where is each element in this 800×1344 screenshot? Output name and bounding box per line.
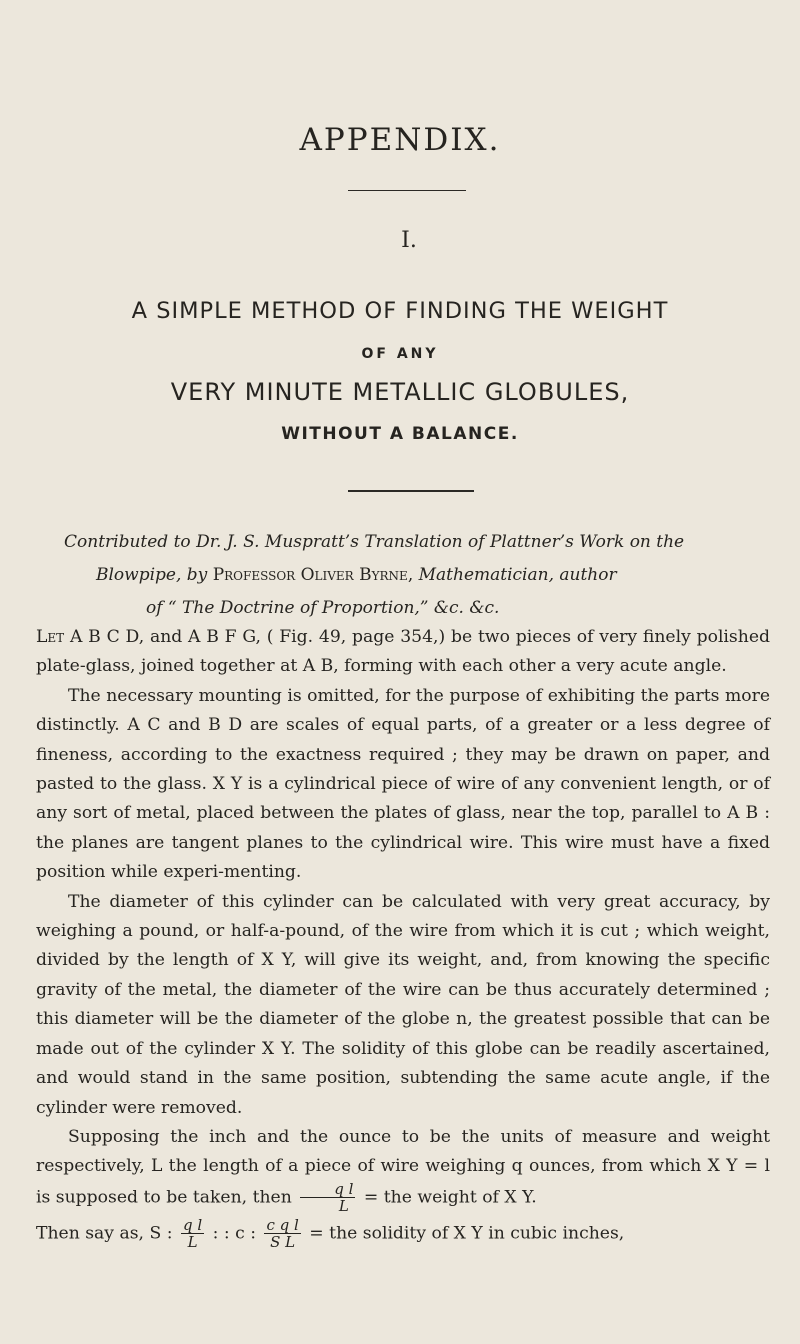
fraction-denominator: S L [270,1232,296,1251]
paragraph-3: The diameter of this cylinder can be calculated with very great accuracy, by weighing a pound, or half-a-pound, of the wire from which it is cut ; which weight, divided by the length of X Y, will give its weight, and, from knowing the specific gravity of the metal, the diameter of the wire can be thus accurately determined ; this diameter will be the diameter of the globe n, the greatest possible that can be made out of the cylinder X Y. The solidity of this globe can be readily ascertained, and would stand in the same position, subtending the same acute angle, if the cylinder were removed. [36,891,770,1118]
contribution-line-3: of “ The Doctrine of Proportion,” &c. &c. [146,598,500,618]
body-text [36,623,770,1250]
paragraph-text: A B C D, and A B F G, ( Fig. 49, page 354,) be two pieces of very finely polished plate-glass, joined together at A B, forming with each other a very acute angle. [36,627,770,677]
paragraph-text: = the solidity of X Y in cubic inches, [309,1223,625,1244]
paragraph-text: : : c : [212,1223,257,1244]
section-number: I. [401,228,417,253]
fraction-denominator: L [338,1196,349,1215]
title-line-2: OF ANY [361,346,439,362]
title-divider [348,490,474,492]
paragraph-text: = the weight of X Y. [363,1187,537,1208]
contribution-line-1: Contributed to Dr. J. S. Muspratt’s Translation of Plattner’s Work on the [64,532,685,552]
title-line-3: VERY MINUTE METALLIC GLOBULES, [170,378,630,406]
fraction-numerator: q l [300,1182,355,1198]
title-line-4: WITHOUT A BALANCE. [281,424,519,444]
fraction-cql-over-SL [264,1215,300,1251]
contribution-text: Blowpipe, by [96,565,213,585]
title-line-1: A SIMPLE METHOD OF FINDING THE WEIGHT [131,298,669,324]
fraction-ql-over-L [181,1215,204,1251]
fraction-numerator: c q l [266,1215,299,1234]
paragraph-text: Supposing the inch and the ounce to be the units of measure and weight respectively, L the length of a piece of wire weighing q ounces, from which X Y = l is supposed to be taken, then [36,1126,770,1208]
contribution-text: Mathematician, author [413,565,617,585]
paragraph-2: The necessary mounting is omitted, for the purpose of exhibiting the parts more distinctly. A C and B D are scales of equal parts, of a greater or a less degree of fineness, according to the exactness required ; they may be drawn on paper, and pasted to the glass. X Y is a cylindrical piece of wire of any convenient length, or of any sort of metal, placed between the plates of glass, near the top, parallel to A B : the planes are tangent planes to the cylindrical wire. This wire must have a fixed position while experi-menting. [36,685,770,883]
fraction-numerator: q l [182,1215,203,1234]
appendix-heading: APPENDIX. [299,122,501,158]
heading-divider [348,190,466,191]
author-name: Professor Oliver Byrne, [212,565,414,585]
paragraph-4 [36,1123,770,1214]
paragraph-text: Then say as, S : [36,1223,173,1244]
contribution-line-2 [96,559,800,592]
paragraph-5 [36,1215,770,1251]
fraction-denominator: L [187,1232,198,1251]
fraction-ql-over-L [300,1179,355,1215]
paragraph-1 [36,623,770,682]
paragraph-lead-word: Let [36,627,65,647]
